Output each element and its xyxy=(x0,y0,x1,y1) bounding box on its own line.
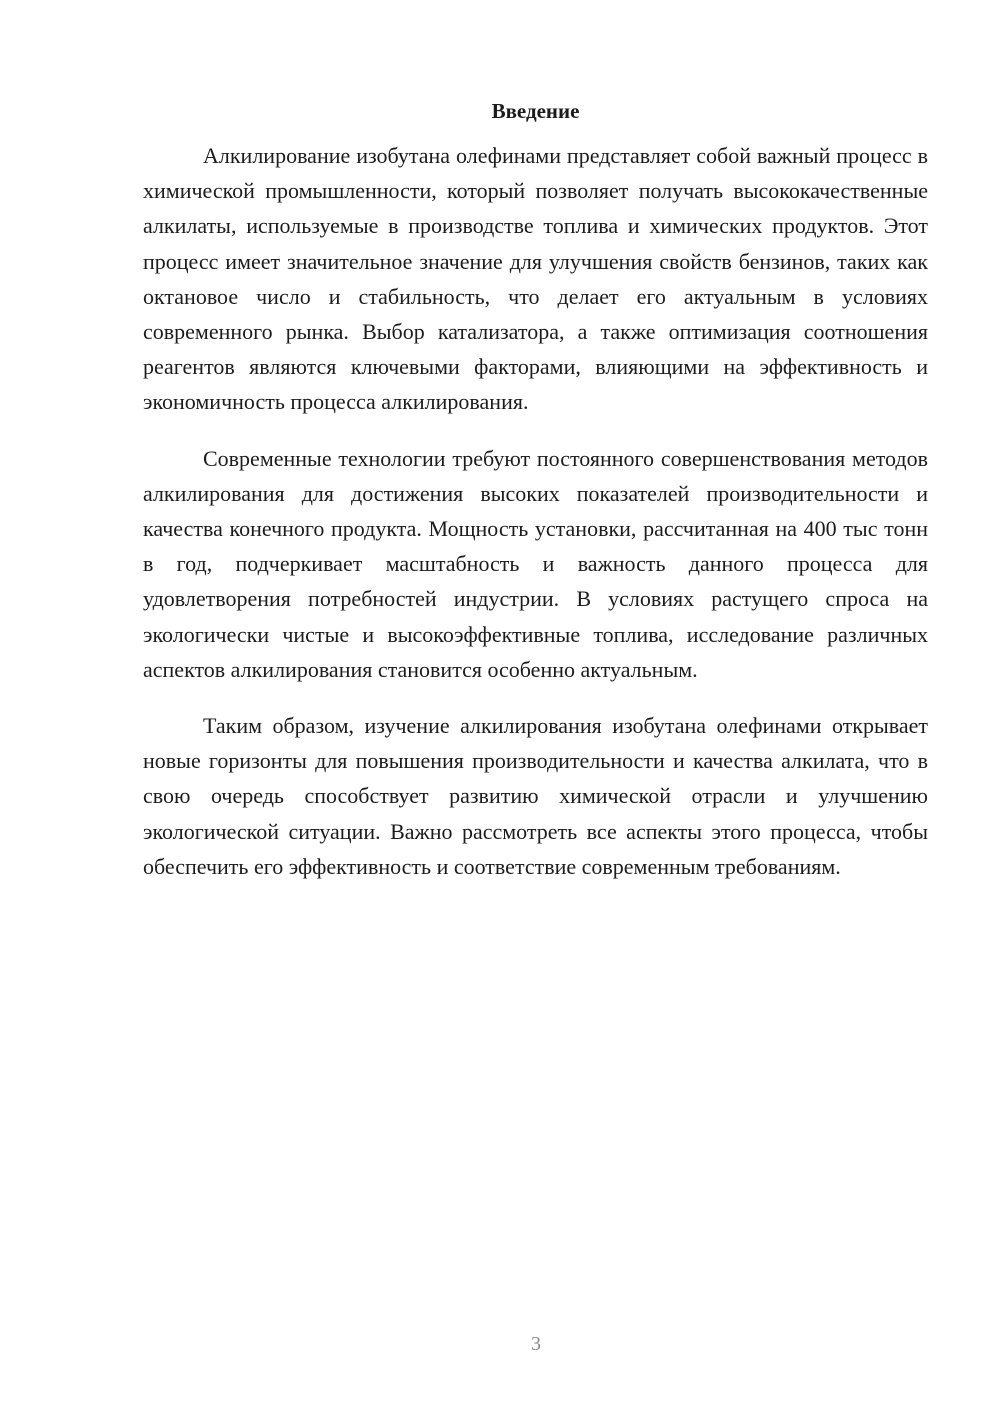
document-body xyxy=(143,94,928,884)
paragraph-3: Таким образом, изучение алкилирования изобутана олефинами открывает новые горизонты для повышения производительности и качества алкилата, что в свою очередь способствует развитию химической отрасли и улучшению экологической ситуации. Важно рассмотреть все аспекты этого процесса, чтобы обеспечить его эффективность и соответствие современным требованиям. xyxy=(143,713,928,879)
paragraph-2: Современные технологии требуют постоянного совершенствования методов алкилирования для достижения высоких показателей производительности и качества конечного продукта. Мощность установки, рассчитанная на 400 тыс тонн в год, подчеркивает масштабность и важность данного процесса для удовлетворения потребностей индустрии. В условиях растущего спроса на экологически чистые и высокоэффективные топлива, исследование различных аспектов алкилирования становится особенно актуальным. xyxy=(143,445,928,682)
page-number: 3 xyxy=(531,1333,541,1355)
paragraph-1: Алкилирование изобутана олефинами представляет собой важный процесс в химической промышленности, который позволяет получать высококачественные алкилаты, используемые в производстве топлива и химических продуктов. Этот процесс имеет значительное значение для улучшения свойств бензинов, таких как октановое число и стабильность, что делает его актуальным в условиях современного рынка. Выбор катализатора, а также оптимизация соотношения реагентов являются ключевыми факторами, влияющими на эффективность и экономичность процесса алкилирования. xyxy=(143,143,928,415)
section-title: Введение xyxy=(491,99,580,123)
